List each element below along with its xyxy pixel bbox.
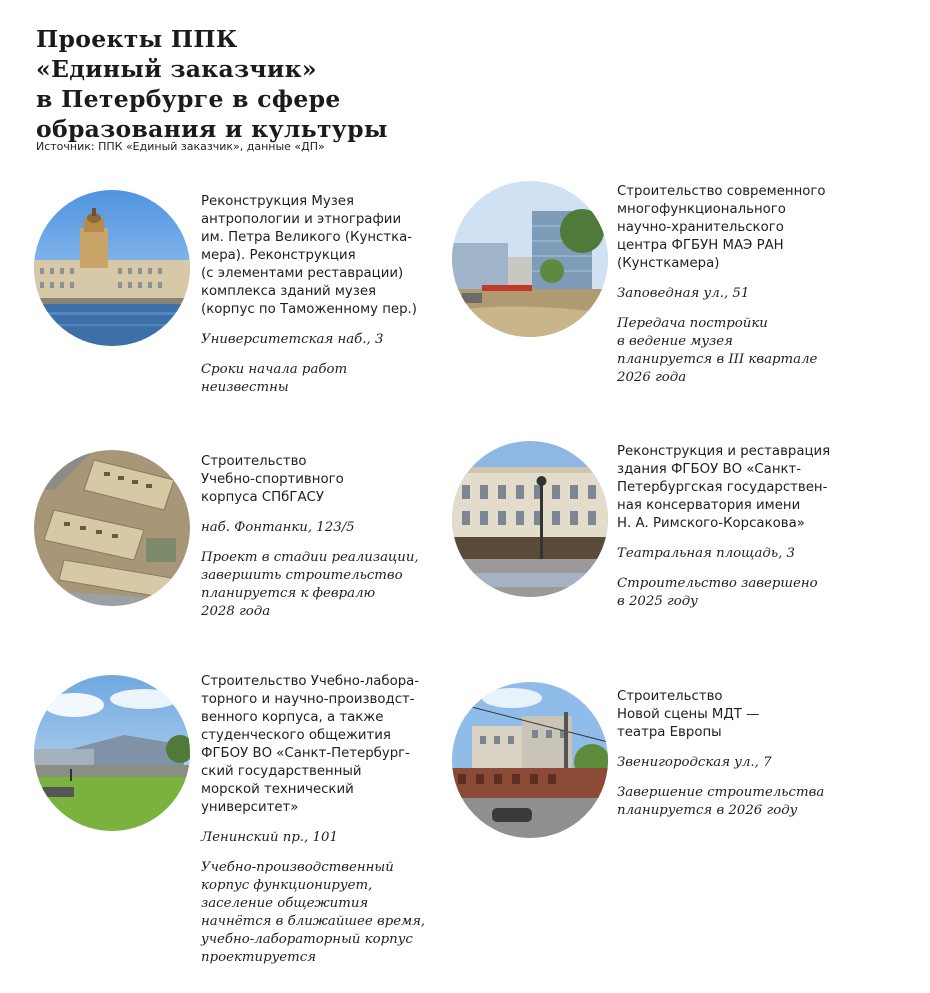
project-address: Заповедная ул., 51 <box>617 286 750 301</box>
project-name: Реконструкция и реставрация здания ФГБОУ ВО «Санкт- Петербургская государствен- ная консерватория имени Н. А. Римского-Корсакова» <box>617 444 831 531</box>
project-status: Передача постройки в ведение музея планируется в III квартале 2026 года <box>617 316 818 385</box>
project-address: Театральная площадь, 3 <box>617 546 795 561</box>
project-card <box>201 193 441 397</box>
conservatory-photo <box>452 441 608 597</box>
project-card <box>201 453 441 621</box>
project-address: Университетская наб., 3 <box>201 332 384 347</box>
mdt-new-stage-photo <box>452 682 608 838</box>
project-card <box>201 673 436 967</box>
page-title: Проекты ППК «Единый заказчик» в Петербурге в сфере образования и культуры <box>36 25 388 143</box>
project-address: наб. Фонтанки, 123/5 <box>201 520 355 535</box>
project-status: Учебно-производственный корпус функционирует, заселение общежития начнётся в ближайшее время, учебно-лабораторный корпус проектируется <box>201 860 426 965</box>
project-status: Завершение строительства планируется в 2026 году <box>617 785 825 818</box>
source-note: Источник: ППК «Единый заказчик», данные «ДП» <box>36 140 325 153</box>
project-status: Проект в стадии реализации, завершить строительство планируется к февралю 2028 года <box>201 550 419 619</box>
spbgasu-aerial-photo <box>34 450 190 606</box>
project-name: Строительство Учебно-спортивного корпуса СПбГАСУ <box>201 454 344 505</box>
project-name: Строительство современного многофункционального научно-хранительского центра ФГБУН МАЭ РАН (Кунсткамера) <box>617 184 826 271</box>
project-name: Реконструкция Музея антропологии и этнографии им. Петра Великого (Кунстка- мера). Реконструкция (с элементами реставрации) комплекса зданий музея (корпус по Таможенному пер.) <box>201 194 417 317</box>
project-name: Строительство Учебно-лабора- торного и научно-производст- венного корпуса, а также студенческого общежития ФГБОУ ВО «Санкт-Петербург- ский государственный морской технический университет» <box>201 674 420 815</box>
project-card <box>617 183 867 387</box>
project-address: Звенигородская ул., 7 <box>617 755 772 770</box>
project-status: Строительство завершено в 2025 году <box>617 576 818 609</box>
project-card <box>617 443 867 611</box>
project-card <box>617 688 867 820</box>
project-status: Сроки начала работ неизвестны <box>201 362 348 395</box>
smtu-campus-photo <box>34 675 190 831</box>
kunstkamera-photo <box>34 190 190 346</box>
project-name: Строительство Новой сцены МДТ — театра Европы <box>617 689 760 740</box>
mae-ran-center-photo <box>452 181 608 337</box>
project-address: Ленинский пр., 101 <box>201 830 338 845</box>
